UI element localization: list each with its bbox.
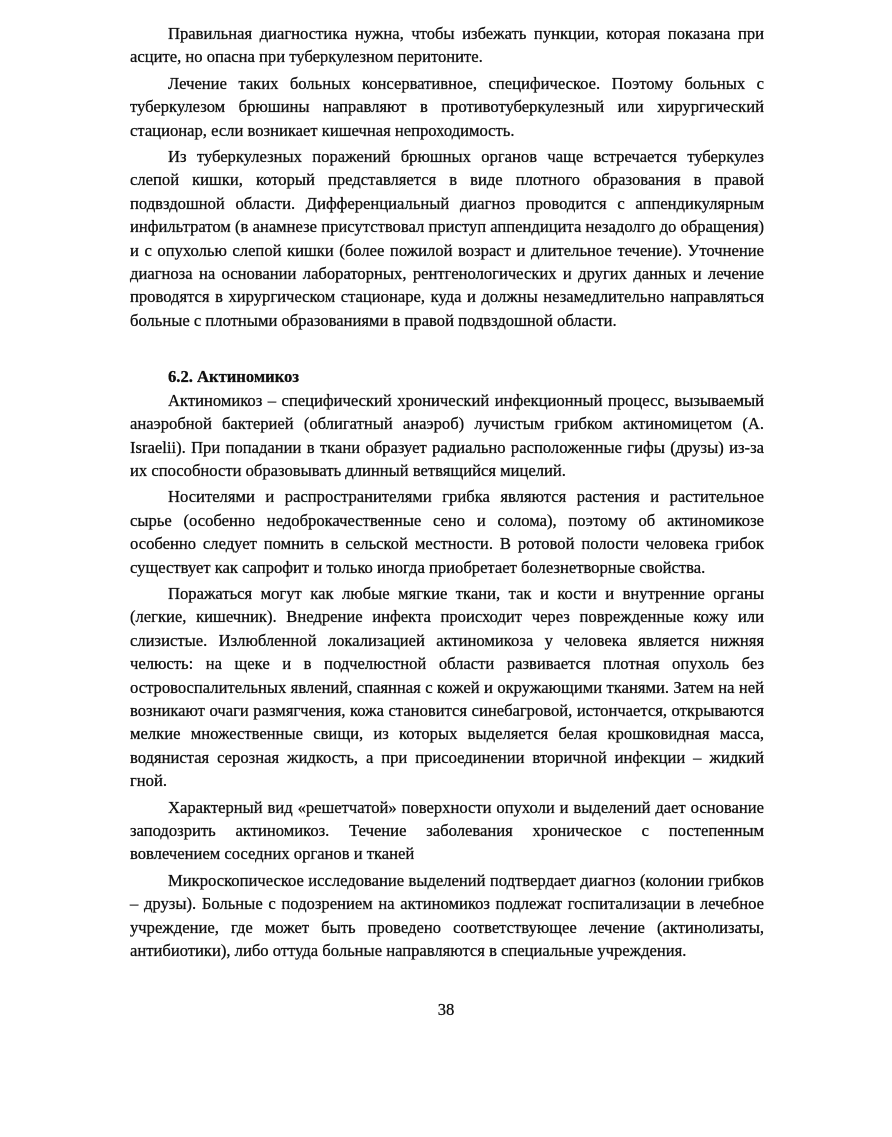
paragraph: Правильная диагностика нужна, чтобы избежать пункции, которая показана при асците, но опасна при туберкулезном перитоните. [130,24,764,67]
paragraph: Из туберкулезных поражений брюшных органов чаще встречается туберкулез слепой кишки, который представляется в виде плотного образования в правой подвздошной области. Дифференциальный диагноз проводится с аппендикулярным инфильтратом (в анамнезе присутствовал приступ аппендицита незадолго до обращения) и с опухолью слепой кишки (более пожилой возраст и длительное течение). Уточнение диагноза на основании лабораторных, рентгенологических и других данных и лечение проводятся в хирургическом стационаре, куда и должны незамедлительно направляться больные с плотными образованиями в правой подвздошной области. [130,147,764,330]
paragraph: Лечение таких больных консервативное, специфическое. Поэтому больных с туберкулезом брюшины направляют в противотуберкулезный или хирургический стационар, если возникает кишечная непроходимость. [130,73,764,140]
page-number: 38 [437,1000,455,1019]
document-page [130,22,764,962]
paragraph: Актиномикоз – специфический хронический инфекционный процесс, вызываемый анаэробной бактерией (облигатный анаэроб) лучистым грибком актиномицетом (A. Israelii). При попадании в ткани образует радиально расположенные гифы (друзы) из-за их способности образовывать длинный ветвящийся мицелий. [130,390,764,480]
paragraph: Носителями и распространителями грибка являются растения и растительное сырье (особенно недоброкачественные сено и солома), поэтому об актиномикозе особенно следует помнить в сельской местности. В ротовой полости человека грибок существует как сапрофит и только иногда приобретает болезнетворные свойства. [130,487,764,577]
section-heading: 6.2. Актиномикоз [168,367,300,387]
paragraph: Микроскопическое исследование выделений подтвердает диагноз (колонии грибков – друзы). Больные с подозрением на актиномикоз подлежат госпитализации в лечебное учреждение, где может быть проведено соответствующее лечение (актинолизаты, антибиотики), либо оттуда больные направляются в специальные учреждения. [130,870,764,961]
paragraph: Поражаться могут как любые мягкие ткани, так и кости и внутренние органы (легкие, кишечник). Внедрение инфекта происходит через поврежденные кожу или слизистые. Излюбленной локализацией актиномикоза у человека является нижняя челюсть: на щеке и в подчелюстной области развивается плотная опухоль без островоспалительных явлений, спаянная с кожей и окружающими тканями. Затем на ней возникают очаги размягчения, кожа становится синебагровой, истончается, открываются мелкие множественные свищи, из которых выделяется белая крошковидная масса, водянистая серозная жидкость, а при присоединении вторичной инфекции – жидкий гной. [130,583,764,791]
paragraph: Характерный вид «решетчатой» поверхности опухоли и выделений дает основание заподозрить актиномикоз. Течение заболевания хроническое с постепенным вовлечением соседних органов и тканей [130,797,764,864]
section-spacer [130,332,764,365]
